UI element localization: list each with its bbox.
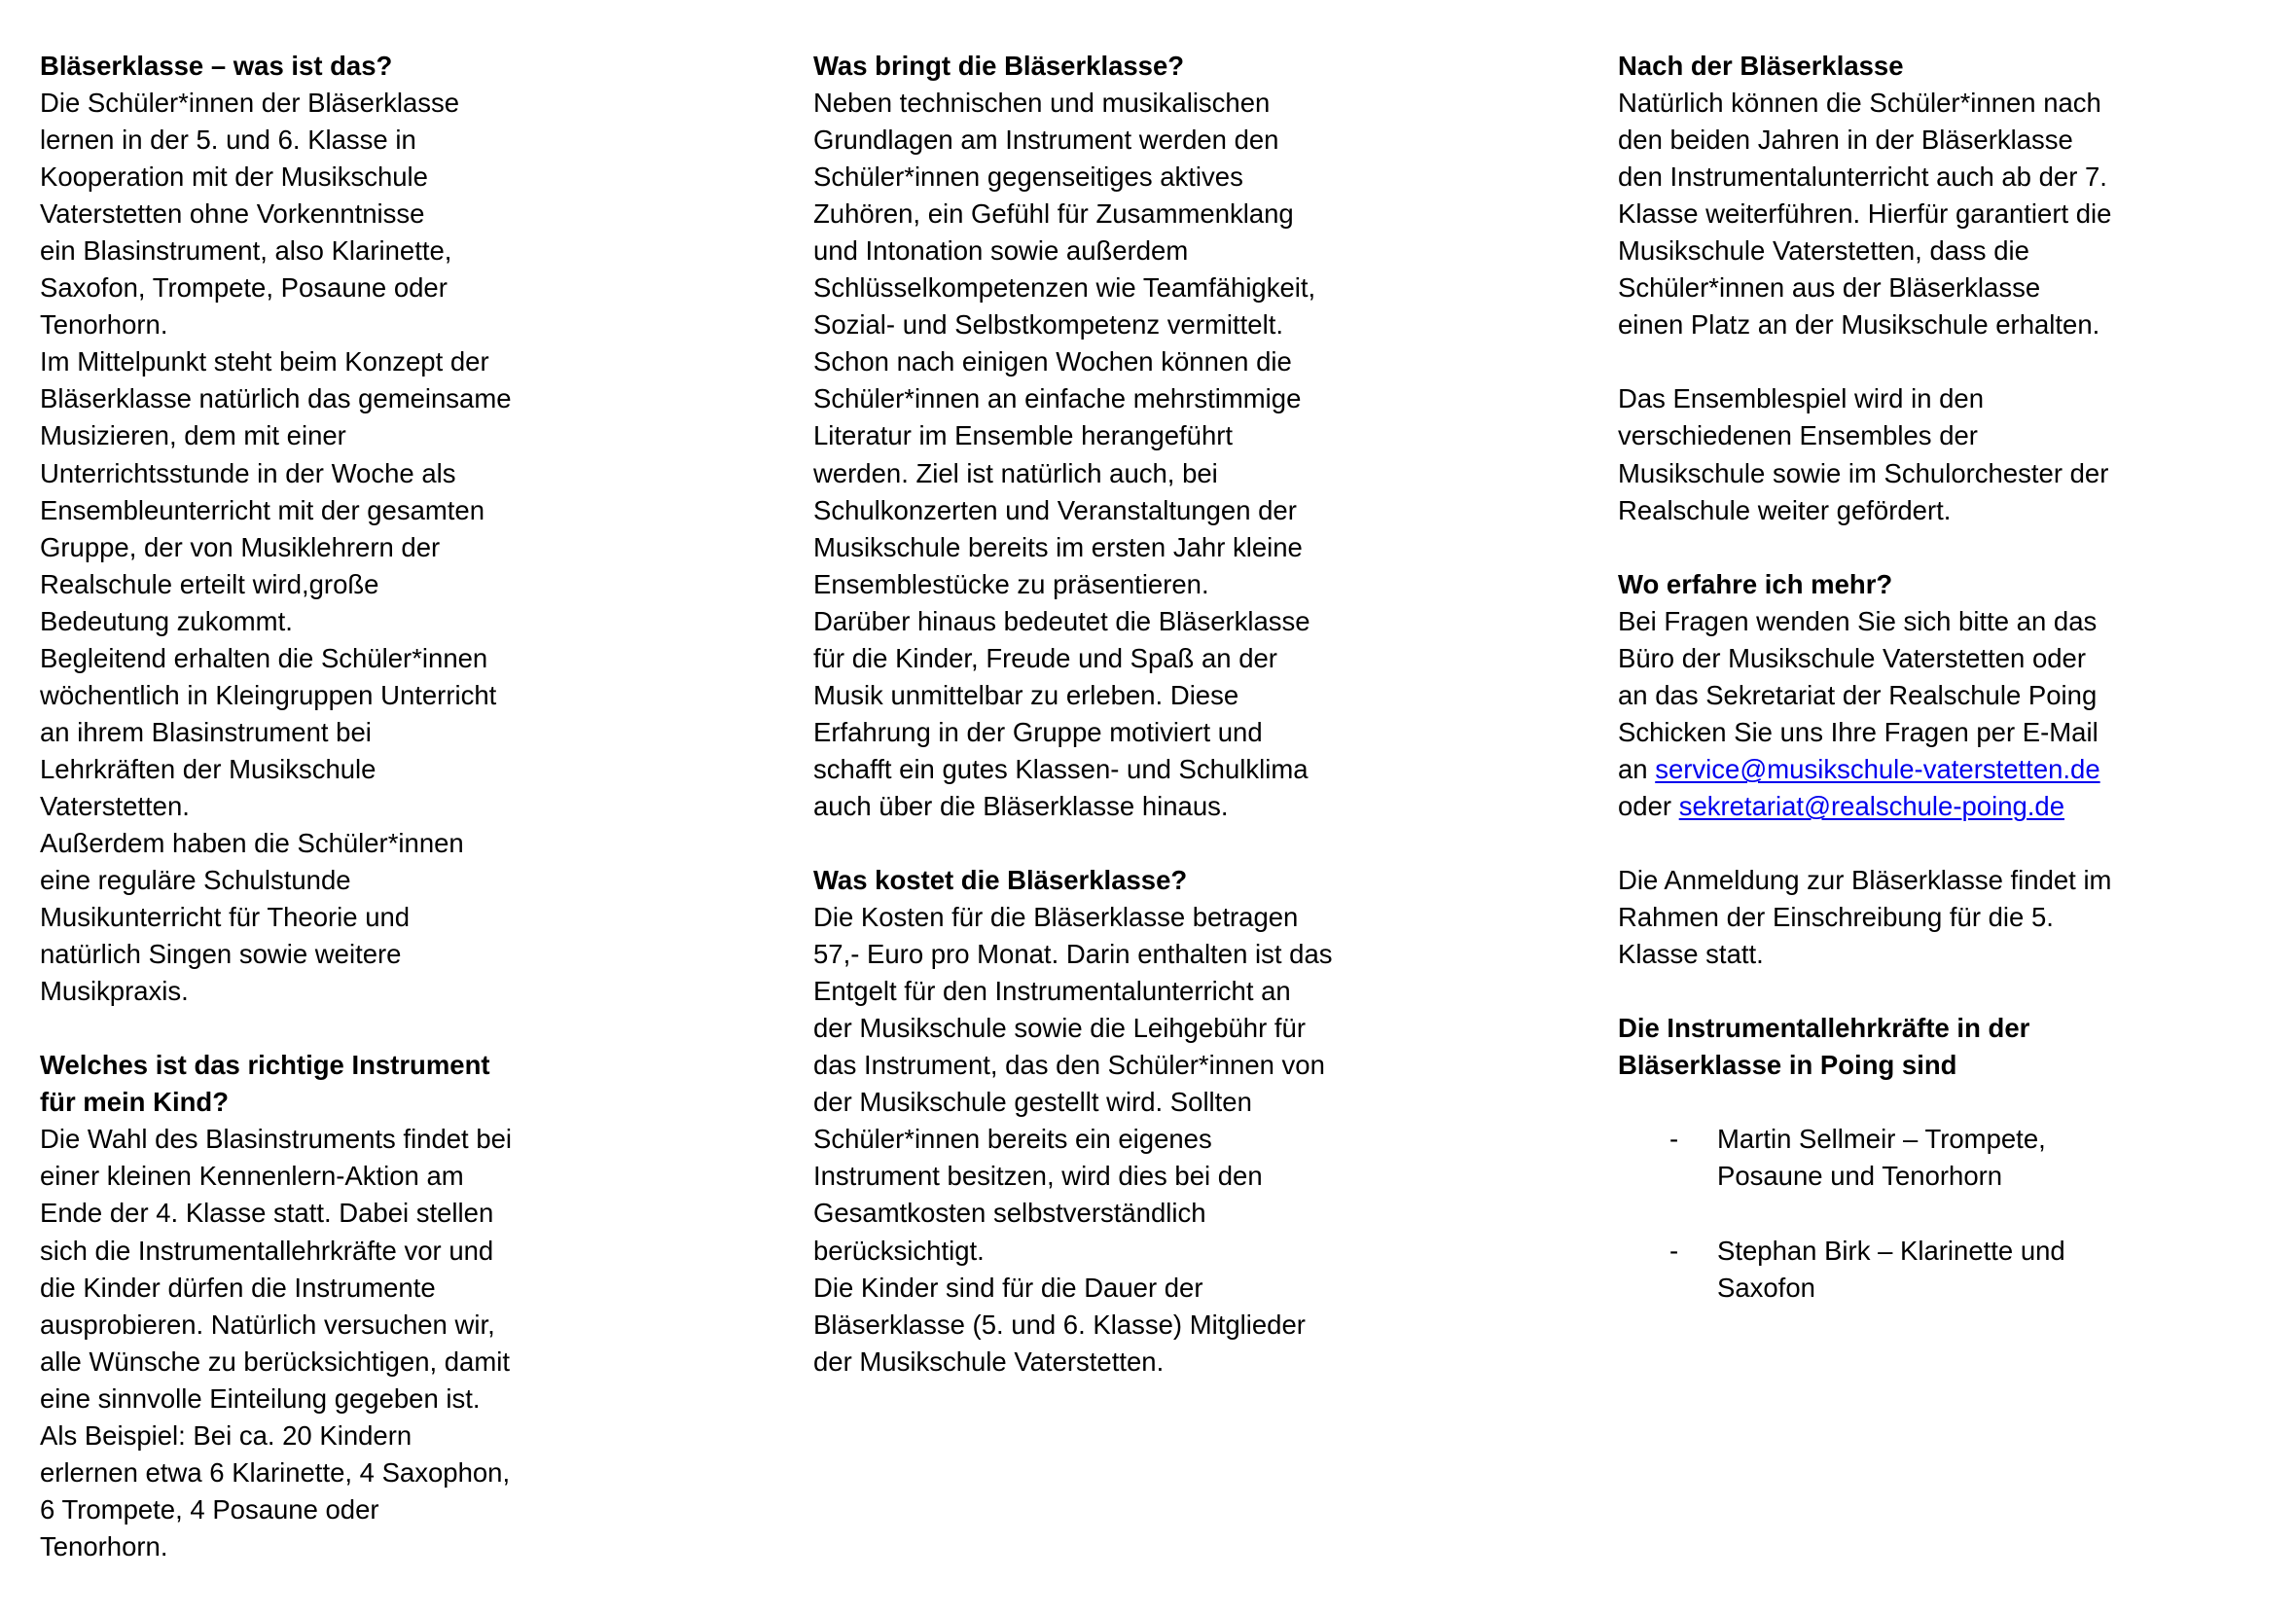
body-line: Klasse weiterführen. Hierfür garantiert die <box>1618 198 2112 230</box>
section-heading: Die Instrumentallehrkräfte in der <box>1618 1013 2030 1044</box>
body-line: Grundlagen am Instrument werden den <box>813 125 1279 156</box>
body-line: eine reguläre Schulstunde <box>40 865 351 896</box>
teacher-line: Martin Sellmeir – Trompete, <box>1717 1124 2046 1155</box>
body-line: Erfahrung in der Gruppe motiviert und <box>813 716 1263 747</box>
body-line: einer kleinen Kennenlern-Aktion am <box>40 1161 464 1192</box>
body-line: Vaterstetten. <box>40 790 190 821</box>
body-line: natürlich Singen sowie weitere <box>40 939 402 970</box>
body-line: Im Mittelpunkt steht beim Konzept der <box>40 346 489 377</box>
body-line: den Instrumentalunterricht auch ab der 7. <box>1618 162 2107 193</box>
body-line: Gruppe, der von Musiklehrern der <box>40 531 441 562</box>
body-line: Bedeutung zukommt. <box>40 605 293 636</box>
paragraph-spacer <box>1618 529 2260 566</box>
body-line: Lehrkräften der Musikschule <box>40 753 377 784</box>
body-line: ausprobieren. Natürlich versuchen wir, <box>40 1309 495 1340</box>
body-line: Kooperation mit der Musikschule <box>40 162 428 193</box>
email-line <box>1618 788 2260 825</box>
body-line: Vaterstetten ohne Vorkenntnisse <box>40 198 425 230</box>
body-line: Außerdem haben die Schüler*innen <box>40 827 464 858</box>
body-line: 6 Trompete, 4 Posaune oder <box>40 1493 379 1525</box>
body-line: werden. Ziel ist natürlich auch, bei <box>813 457 1218 488</box>
section-heading: Bläserklasse in Poing sind <box>1618 1050 1957 1081</box>
section-heading: Was kostet die Bläserklasse? <box>813 865 1188 896</box>
teacher-line: Posaune und Tenorhorn <box>1717 1161 2003 1192</box>
section-heading: Bläserklasse – was ist das? <box>40 51 393 81</box>
body-line: schafft ein gutes Klassen- und Schulklima <box>813 753 1309 784</box>
body-line: Neben technischen und musikalischen <box>813 88 1271 119</box>
body-line: und Intonation sowie außerdem <box>813 235 1189 267</box>
paragraph-spacer <box>40 1010 663 1047</box>
body-line: der Musikschule gestellt wird. Sollten <box>813 1087 1252 1118</box>
teacher-line: Saxofon <box>1717 1272 1815 1303</box>
body-line: Schüler*innen gegenseitiges aktives <box>813 162 1243 193</box>
email-link-musikschule[interactable]: service@musikschule-vaterstetten.de <box>1655 753 2100 784</box>
body-line: wöchentlich in Kleingruppen Unterricht <box>40 679 497 710</box>
body-line: 57,- Euro pro Monat. Darin enthalten ist das <box>813 939 1333 970</box>
body-line: Saxofon, Trompete, Posaune oder <box>40 272 448 304</box>
body-line: Die Anmeldung zur Bläserklasse findet im <box>1618 865 2112 896</box>
teacher-list-item <box>1618 1121 2260 1195</box>
body-line: Ensembleunterricht mit der gesamten <box>40 494 485 525</box>
body-line: Natürlich können die Schüler*innen nach <box>1618 88 2101 119</box>
body-line: Literatur im Ensemble herangeführt <box>813 420 1234 451</box>
body-line: Die Wahl des Blasinstruments findet bei <box>40 1124 513 1155</box>
body-line: Schüler*innen an einfache mehrstimmige <box>813 383 1302 414</box>
body-line: den beiden Jahren in der Bläserklasse <box>1618 125 2073 156</box>
body-line: alle Wünsche zu berücksichtigen, damit <box>40 1346 511 1377</box>
body-line: verschiedenen Ensembles der <box>1618 420 1978 451</box>
body-line: Schicken Sie uns Ihre Fragen per E-Mail <box>1618 716 2099 747</box>
column-1 <box>40 48 663 1565</box>
paragraph-spacer <box>1618 1084 2260 1121</box>
section-was-kostet <box>813 862 1475 1381</box>
body-line: Schulkonzerten und Veranstaltungen der <box>813 494 1297 525</box>
paragraph-spacer <box>1618 343 2260 380</box>
body-line: Tenorhorn. <box>40 309 168 341</box>
body-line: eine sinnvolle Einteilung gegeben ist. <box>40 1382 481 1414</box>
body-line: das Instrument, das den Schüler*innen von <box>813 1050 1325 1081</box>
section-instrumentallehrkraefte <box>1618 1010 2260 1306</box>
body-line: Büro der Musikschule Vaterstetten oder <box>1618 642 2086 673</box>
body-line: Realschule weiter gefördert. <box>1618 494 1952 525</box>
column-3 <box>1618 48 2260 1307</box>
list-dash-icon: - <box>1669 1124 1679 1155</box>
section-was-bringt <box>813 48 1475 825</box>
body-line: Bläserklasse natürlich das gemeinsame <box>40 383 512 414</box>
list-dash-icon: - <box>1669 1235 1679 1266</box>
body-line: Musizieren, dem mit einer <box>40 420 346 451</box>
body-line: Entgelt für den Instrumentalunterricht an <box>813 976 1291 1007</box>
email-link-realschule[interactable]: sekretariat@realschule-poing.de <box>1678 790 2065 821</box>
body-line: lernen in der 5. und 6. Klasse in <box>40 125 416 156</box>
column-2 <box>813 48 1475 1381</box>
body-line: Musikschule sowie im Schulorchester der <box>1618 457 2109 488</box>
paragraph-spacer <box>813 825 1475 862</box>
body-line: der Musikschule sowie die Leihgebühr für <box>813 1013 1306 1044</box>
body-line: Als Beispiel: Bei ca. 20 Kindern <box>40 1419 413 1451</box>
body-line: sich die Instrumentallehrkräfte vor und <box>40 1235 494 1266</box>
section-wo-erfahre-ich-mehr <box>1618 566 2260 974</box>
section-nach-der-blaeserklasse <box>1618 48 2260 529</box>
body-line: Schon nach einigen Wochen können die <box>813 346 1292 377</box>
body-line: auch über die Bläserklasse hinaus. <box>813 790 1229 821</box>
section-heading: Was bringt die Bläserklasse? <box>813 51 1185 81</box>
body-line: Gesamtkosten selbstverständlich <box>813 1198 1206 1229</box>
body-line: Rahmen der Einschreibung für die 5. <box>1618 902 2054 933</box>
paragraph-spacer <box>1618 1195 2260 1232</box>
teacher-list-item <box>1618 1233 2260 1307</box>
body-line: Realschule erteilt wird,große <box>40 568 379 599</box>
section-was-ist-das <box>40 48 663 1010</box>
paragraph-spacer <box>1618 973 2260 1010</box>
email-prefix: oder <box>1618 790 1679 821</box>
body-line: Schüler*innen aus der Bläserklasse <box>1618 272 2041 304</box>
body-line: Bei Fragen wenden Sie sich bitte an das <box>1618 605 2098 636</box>
email-line <box>1618 751 2260 788</box>
body-line: der Musikschule Vaterstetten. <box>813 1346 1165 1377</box>
body-line: Ende der 4. Klasse statt. Dabei stellen <box>40 1198 494 1229</box>
body-line: Unterrichtsstunde in der Woche als <box>40 457 456 488</box>
body-line: Das Ensemblespiel wird in den <box>1618 383 1985 414</box>
body-line: einen Platz an der Musikschule erhalten. <box>1618 309 2100 341</box>
body-line: Musikunterricht für Theorie und <box>40 902 411 933</box>
body-line: an das Sekretariat der Realschule Poing <box>1618 679 2098 710</box>
paragraph-spacer <box>1618 825 2260 862</box>
body-line: erlernen etwa 6 Klarinette, 4 Saxophon, <box>40 1456 511 1488</box>
body-line: Darüber hinaus bedeutet die Bläserklasse <box>813 605 1310 636</box>
teacher-line: Stephan Birk – Klarinette und <box>1717 1235 2065 1266</box>
section-richtiges-instrument <box>40 1047 663 1565</box>
body-line: für die Kinder, Freude und Spaß an der <box>813 642 1277 673</box>
email-prefix: an <box>1618 753 1656 784</box>
body-line: Ensemblestücke zu präsentieren. <box>813 568 1209 599</box>
body-line: berücksichtigt. <box>813 1235 985 1266</box>
body-line: Instrument besitzen, wird dies bei den <box>813 1161 1263 1192</box>
body-line: die Kinder dürfen die Instrumente <box>40 1272 436 1303</box>
section-heading: Welches ist das richtige Instrument <box>40 1050 490 1081</box>
body-line: Klasse statt. <box>1618 939 1764 970</box>
body-line: Die Schüler*innen der Bläserklasse <box>40 88 460 119</box>
body-line: Musikpraxis. <box>40 976 189 1007</box>
section-heading: Wo erfahre ich mehr? <box>1618 568 1893 599</box>
body-line: Die Kosten für die Bläserklasse betragen <box>813 902 1299 933</box>
body-line: Zuhören, ein Gefühl für Zusammenklang <box>813 198 1294 230</box>
body-line: Musikschule bereits im ersten Jahr kleine <box>813 531 1303 562</box>
section-heading: Nach der Bläserklasse <box>1618 51 1904 81</box>
body-line: ein Blasinstrument, also Klarinette, <box>40 235 452 267</box>
body-line: Musik unmittelbar zu erleben. Diese <box>813 679 1239 710</box>
section-heading: für mein Kind? <box>40 1087 230 1118</box>
body-line: Die Kinder sind für die Dauer der <box>813 1272 1203 1303</box>
body-line: Tenorhorn. <box>40 1530 168 1561</box>
body-line: Bläserklasse (5. und 6. Klasse) Mitglieder <box>813 1309 1306 1340</box>
body-line: Musikschule Vaterstetten, dass die <box>1618 235 2029 267</box>
body-line: Schlüsselkompetenzen wie Teamfähigkeit, <box>813 272 1316 304</box>
body-line: Sozial- und Selbstkompetenz vermittelt. <box>813 309 1283 341</box>
body-line: Schüler*innen bereits ein eigenes <box>813 1124 1212 1155</box>
body-line: an ihrem Blasinstrument bei <box>40 716 372 747</box>
body-line: Begleitend erhalten die Schüler*innen <box>40 642 488 673</box>
